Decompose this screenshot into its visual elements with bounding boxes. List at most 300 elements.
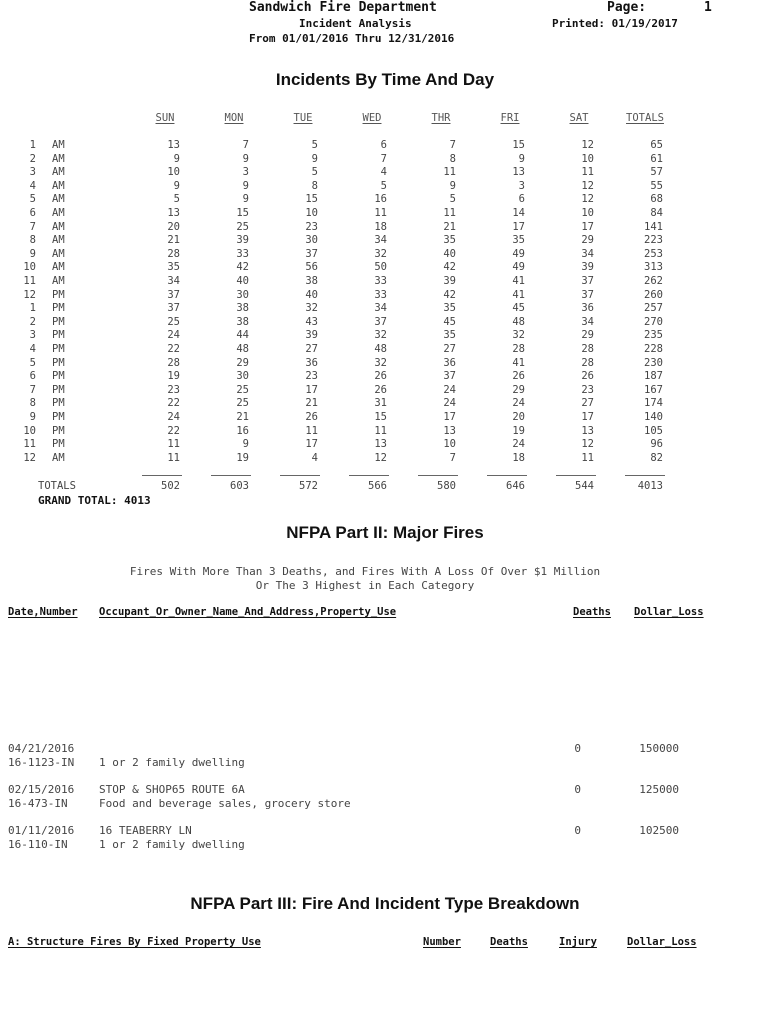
count-cell: 37 — [443, 370, 456, 383]
count-cell: 38 — [236, 302, 249, 315]
time-day-title: Incidents By Time And Day — [275, 70, 495, 89]
hour-label: 3 — [29, 166, 36, 179]
count-cell: 12 — [374, 451, 387, 464]
count-cell: 17 — [581, 220, 594, 233]
count-cell: 33 — [374, 275, 387, 287]
entry-deaths: 0 — [574, 783, 581, 796]
count-cell: 10 — [167, 166, 180, 179]
count-cell: 29 — [236, 356, 249, 369]
count-cell: 29 — [581, 234, 594, 247]
count-cell: 40 — [443, 247, 456, 260]
count-cell: 4 — [380, 166, 387, 179]
table-row — [0, 438, 770, 452]
count-cell: 36 — [305, 356, 318, 369]
ampm-label: AM — [52, 152, 65, 165]
count-cell: 28 — [167, 247, 180, 260]
count-cell: 228 — [644, 343, 663, 355]
count-cell: 26 — [374, 383, 387, 396]
hour-label: 1 — [29, 139, 36, 151]
count-cell: 43 — [305, 315, 318, 328]
count-cell: 30 — [236, 288, 249, 301]
hour-label: 10 — [23, 424, 36, 437]
count-cell: 9 — [311, 152, 318, 165]
count-cell: 56 — [305, 261, 318, 274]
column-header: WED — [362, 112, 382, 124]
count-cell: 15 — [236, 207, 249, 219]
count-cell: 27 — [305, 343, 318, 355]
total-cell: 544 — [575, 480, 594, 492]
count-cell: 29 — [581, 329, 594, 342]
ampm-label: AM — [52, 247, 65, 260]
count-cell: 13 — [167, 139, 180, 151]
total-rule — [349, 475, 389, 476]
column-header: FRI — [500, 112, 520, 124]
count-cell: 35 — [443, 329, 456, 342]
count-cell: 230 — [644, 356, 663, 369]
count-cell: 33 — [374, 288, 387, 301]
entry-address: STOP & SHOP65 ROUTE 6A — [99, 783, 245, 796]
table-row — [0, 329, 770, 343]
entry-date: 04/21/2016 — [8, 742, 75, 755]
count-cell: 17 — [512, 220, 525, 233]
count-cell: 28 — [581, 343, 594, 355]
count-cell: 37 — [167, 302, 180, 315]
count-cell: 35 — [512, 234, 525, 247]
total-rule — [625, 475, 665, 476]
hour-label: 12 — [23, 288, 36, 301]
count-cell: 313 — [644, 261, 663, 274]
count-cell: 257 — [644, 302, 663, 315]
ampm-label: PM — [52, 343, 65, 355]
count-cell: 19 — [512, 424, 525, 437]
count-cell: 24 — [443, 397, 456, 410]
count-cell: 262 — [644, 275, 663, 287]
count-cell: 9 — [173, 179, 180, 192]
count-cell: 19 — [167, 370, 180, 383]
count-cell: 25 — [236, 383, 249, 396]
totals-rules — [0, 475, 770, 477]
count-cell: 11 — [374, 424, 387, 437]
table-row — [0, 302, 770, 316]
count-cell: 9 — [242, 193, 249, 206]
hour-label: 5 — [29, 356, 36, 369]
ampm-label: PM — [52, 302, 65, 315]
count-cell: 27 — [443, 343, 456, 355]
total-rule — [556, 475, 596, 476]
count-cell: 68 — [650, 193, 663, 206]
count-cell: 270 — [644, 315, 663, 328]
ampm-label: PM — [52, 356, 65, 369]
count-cell: 41 — [512, 275, 525, 287]
count-cell: 105 — [644, 424, 663, 437]
count-cell: 24 — [167, 411, 180, 423]
column-header: TOTALS — [626, 112, 664, 124]
ampm-label: AM — [52, 234, 65, 247]
count-cell: 40 — [236, 275, 249, 287]
entry-number: 16-473-IN — [8, 797, 68, 810]
part3-col-a: A: Structure Fires By Fixed Property Use — [8, 936, 261, 948]
count-cell: 21 — [305, 397, 318, 410]
count-cell: 13 — [512, 166, 525, 179]
count-cell: 28 — [581, 356, 594, 369]
count-cell: 11 — [443, 207, 456, 219]
count-cell: 23 — [305, 220, 318, 233]
count-cell: 23 — [581, 383, 594, 396]
count-cell: 45 — [512, 302, 525, 315]
part3-col-injury: Injury — [559, 936, 597, 948]
table-row — [0, 139, 770, 153]
count-cell: 11 — [374, 207, 387, 219]
table-row — [0, 193, 770, 207]
entry-number: 16-1123-IN — [8, 756, 75, 769]
entry-address: 16 TEABERRY LN — [99, 824, 192, 837]
time-day-column-header — [0, 112, 770, 126]
count-cell: 19 — [236, 451, 249, 464]
count-cell: 34 — [167, 275, 180, 287]
table-row — [0, 207, 770, 221]
count-cell: 10 — [581, 207, 594, 219]
ampm-label: AM — [52, 179, 65, 192]
table-row — [0, 261, 770, 275]
count-cell: 11 — [167, 438, 180, 451]
count-cell: 61 — [650, 152, 663, 165]
count-cell: 37 — [167, 288, 180, 301]
report-name: Incident Analysis — [299, 17, 412, 30]
ampm-label: PM — [52, 315, 65, 328]
count-cell: 38 — [236, 315, 249, 328]
count-cell: 37 — [305, 247, 318, 260]
count-cell: 12 — [581, 438, 594, 451]
table-row — [0, 370, 770, 384]
hour-label: 7 — [29, 383, 36, 396]
count-cell: 38 — [305, 275, 318, 287]
grand-total: GRAND TOTAL: 4013 — [38, 494, 151, 507]
count-cell: 37 — [581, 275, 594, 287]
count-cell: 15 — [374, 411, 387, 423]
count-cell: 30 — [305, 234, 318, 247]
hour-label: 12 — [23, 451, 36, 464]
ampm-label: PM — [52, 288, 65, 301]
department-name: Sandwich Fire Department — [249, 0, 437, 15]
count-cell: 174 — [644, 397, 663, 410]
printed-date: Printed: 01/19/2017 — [552, 17, 678, 30]
entry-dollar-loss: 125000 — [639, 783, 679, 796]
count-cell: 12 — [581, 179, 594, 192]
hour-label: 3 — [29, 329, 36, 342]
count-cell: 23 — [305, 370, 318, 383]
count-cell: 13 — [443, 424, 456, 437]
count-cell: 48 — [512, 315, 525, 328]
ampm-label: AM — [52, 207, 65, 219]
ampm-label: PM — [52, 424, 65, 437]
count-cell: 42 — [236, 261, 249, 274]
hour-label: 10 — [23, 261, 36, 274]
count-cell: 40 — [305, 288, 318, 301]
count-cell: 34 — [581, 315, 594, 328]
entry-dollar-loss: 150000 — [639, 742, 679, 755]
count-cell: 36 — [443, 356, 456, 369]
total-rule — [142, 475, 182, 476]
count-cell: 9 — [173, 152, 180, 165]
count-cell: 32 — [374, 329, 387, 342]
count-cell: 15 — [512, 139, 525, 151]
table-row — [0, 153, 770, 167]
hour-label: 1 — [29, 302, 36, 315]
table-row — [0, 411, 770, 425]
count-cell: 3 — [518, 179, 525, 192]
count-cell: 11 — [305, 424, 318, 437]
table-row — [0, 384, 770, 398]
total-rule — [418, 475, 458, 476]
count-cell: 9 — [242, 152, 249, 165]
count-cell: 11 — [443, 166, 456, 179]
count-cell: 5 — [380, 179, 387, 192]
count-cell: 13 — [167, 207, 180, 219]
count-cell: 9 — [449, 179, 456, 192]
count-cell: 34 — [581, 247, 594, 260]
hour-label: 4 — [29, 343, 36, 355]
count-cell: 16 — [374, 193, 387, 206]
ampm-label: AM — [52, 275, 65, 287]
count-cell: 34 — [374, 302, 387, 315]
count-cell: 17 — [443, 411, 456, 423]
count-cell: 12 — [581, 193, 594, 206]
count-cell: 10 — [305, 207, 318, 219]
part3-col-loss: Dollar_Loss — [627, 936, 697, 948]
total-rule — [487, 475, 527, 476]
hour-label: 9 — [29, 411, 36, 423]
count-cell: 223 — [644, 234, 663, 247]
count-cell: 82 — [650, 451, 663, 464]
count-cell: 13 — [374, 438, 387, 451]
count-cell: 15 — [305, 193, 318, 206]
ampm-label: PM — [52, 438, 65, 451]
hour-label: 2 — [29, 315, 36, 328]
count-cell: 24 — [512, 397, 525, 410]
count-cell: 35 — [443, 302, 456, 315]
column-header: SAT — [569, 112, 589, 124]
count-cell: 32 — [374, 247, 387, 260]
count-cell: 21 — [443, 220, 456, 233]
count-cell: 50 — [374, 261, 387, 274]
table-row — [0, 397, 770, 411]
hour-label: 9 — [29, 247, 36, 260]
count-cell: 28 — [167, 356, 180, 369]
count-cell: 48 — [236, 343, 249, 355]
count-cell: 25 — [167, 315, 180, 328]
count-cell: 9 — [518, 152, 525, 165]
count-cell: 96 — [650, 438, 663, 451]
ampm-label: AM — [52, 261, 65, 274]
ampm-label: AM — [52, 451, 65, 464]
hour-label: 8 — [29, 234, 36, 247]
column-header: SUN — [155, 112, 175, 124]
count-cell: 27 — [581, 397, 594, 410]
count-cell: 49 — [512, 261, 525, 274]
count-cell: 35 — [443, 234, 456, 247]
count-cell: 24 — [512, 438, 525, 451]
entry-date: 02/15/2016 — [8, 783, 75, 796]
count-cell: 11 — [581, 451, 594, 464]
count-cell: 5 — [449, 193, 456, 206]
count-cell: 49 — [512, 247, 525, 260]
count-cell: 12 — [581, 139, 594, 151]
count-cell: 16 — [236, 424, 249, 437]
count-cell: 29 — [512, 383, 525, 396]
count-cell: 32 — [305, 302, 318, 315]
ampm-label: AM — [52, 220, 65, 233]
count-cell: 26 — [305, 411, 318, 423]
hour-label: 8 — [29, 397, 36, 410]
count-cell: 22 — [167, 424, 180, 437]
part2-col-deaths: Deaths — [573, 606, 611, 618]
page-number: 1 — [704, 0, 712, 15]
table-row — [0, 248, 770, 262]
count-cell: 187 — [644, 370, 663, 383]
hour-label: 11 — [23, 438, 36, 451]
hour-label: 6 — [29, 370, 36, 383]
total-rule — [280, 475, 320, 476]
count-cell: 21 — [167, 234, 180, 247]
count-cell: 23 — [167, 383, 180, 396]
count-cell: 57 — [650, 166, 663, 179]
total-rule — [211, 475, 251, 476]
count-cell: 45 — [443, 315, 456, 328]
count-cell: 32 — [374, 356, 387, 369]
total-cell: 646 — [506, 480, 525, 492]
count-cell: 41 — [512, 356, 525, 369]
entry-deaths: 0 — [574, 742, 581, 755]
table-row — [0, 357, 770, 371]
count-cell: 5 — [311, 166, 318, 179]
count-cell: 25 — [236, 397, 249, 410]
count-cell: 39 — [581, 261, 594, 274]
count-cell: 37 — [374, 315, 387, 328]
count-cell: 9 — [242, 179, 249, 192]
table-row — [0, 316, 770, 330]
ampm-label: AM — [52, 166, 65, 179]
count-cell: 39 — [443, 275, 456, 287]
count-cell: 8 — [311, 179, 318, 192]
count-cell: 37 — [581, 288, 594, 301]
entry-date: 01/11/2016 — [8, 824, 75, 837]
count-cell: 32 — [512, 329, 525, 342]
hour-label: 11 — [23, 275, 36, 287]
count-cell: 21 — [236, 411, 249, 423]
count-cell: 10 — [443, 438, 456, 451]
count-cell: 253 — [644, 247, 663, 260]
column-header: TUE — [293, 112, 313, 124]
count-cell: 6 — [518, 193, 525, 206]
count-cell: 22 — [167, 397, 180, 410]
count-cell: 31 — [374, 397, 387, 410]
column-header: THR — [431, 112, 451, 124]
count-cell: 18 — [374, 220, 387, 233]
count-cell: 11 — [581, 166, 594, 179]
part3-title: NFPA Part III: Fire And Incident Type Breakdown — [190, 894, 580, 913]
total-cell: 502 — [161, 480, 180, 492]
count-cell: 39 — [236, 234, 249, 247]
count-cell: 5 — [311, 139, 318, 151]
ampm-label: PM — [52, 397, 65, 410]
count-cell: 25 — [236, 220, 249, 233]
count-cell: 7 — [449, 451, 456, 464]
hour-label: 6 — [29, 207, 36, 219]
date-range: From 01/01/2016 Thru 12/31/2016 — [249, 32, 455, 45]
table-row — [0, 180, 770, 194]
count-cell: 4 — [311, 451, 318, 464]
ampm-label: PM — [52, 383, 65, 396]
count-cell: 26 — [374, 370, 387, 383]
total-cell: 572 — [299, 480, 318, 492]
total-cell: 4013 — [637, 480, 663, 492]
count-cell: 20 — [167, 220, 180, 233]
totals-label: TOTALS — [38, 480, 76, 492]
count-cell: 7 — [380, 152, 387, 165]
count-cell: 20 — [512, 411, 525, 423]
count-cell: 24 — [167, 329, 180, 342]
table-row — [0, 275, 770, 289]
ampm-label: AM — [52, 193, 65, 206]
table-row — [0, 452, 770, 466]
entry-property-use: 1 or 2 family dwelling — [99, 838, 245, 851]
page-label: Page: — [607, 0, 647, 15]
count-cell: 11 — [167, 451, 180, 464]
total-cell: 566 — [368, 480, 387, 492]
table-row — [0, 289, 770, 303]
count-cell: 26 — [581, 370, 594, 383]
part2-col-date: Date,Number — [8, 606, 78, 618]
count-cell: 7 — [242, 139, 249, 151]
total-cell: 580 — [437, 480, 456, 492]
count-cell: 17 — [305, 383, 318, 396]
ampm-label: PM — [52, 329, 65, 342]
count-cell: 42 — [443, 288, 456, 301]
hour-label: 2 — [29, 152, 36, 165]
count-cell: 30 — [236, 370, 249, 383]
count-cell: 65 — [650, 139, 663, 151]
entry-dollar-loss: 102500 — [639, 824, 679, 837]
count-cell: 7 — [449, 139, 456, 151]
entry-number: 16-110-IN — [8, 838, 68, 851]
part2-col-loss: Dollar_Loss — [634, 606, 704, 618]
count-cell: 33 — [236, 247, 249, 260]
table-row — [0, 343, 770, 357]
hour-label: 7 — [29, 220, 36, 233]
part2-subtitle-2: Or The 3 Highest in Each Category — [255, 579, 475, 592]
count-cell: 18 — [512, 451, 525, 464]
count-cell: 26 — [512, 370, 525, 383]
part2-subtitle-1: Fires With More Than 3 Deaths, and Fires With A Loss Of Over $1 Million — [129, 565, 601, 578]
table-row — [0, 221, 770, 235]
column-header: MON — [224, 112, 244, 124]
count-cell: 260 — [644, 288, 663, 301]
count-cell: 35 — [167, 261, 180, 274]
ampm-label: PM — [52, 370, 65, 383]
count-cell: 55 — [650, 179, 663, 192]
count-cell: 9 — [242, 438, 249, 451]
count-cell: 3 — [242, 166, 249, 179]
count-cell: 44 — [236, 329, 249, 342]
table-row — [0, 234, 770, 248]
count-cell: 5 — [173, 193, 180, 206]
count-cell: 141 — [644, 220, 663, 233]
count-cell: 13 — [581, 424, 594, 437]
count-cell: 8 — [449, 152, 456, 165]
count-cell: 140 — [644, 411, 663, 423]
count-cell: 34 — [374, 234, 387, 247]
count-cell: 14 — [512, 207, 525, 219]
